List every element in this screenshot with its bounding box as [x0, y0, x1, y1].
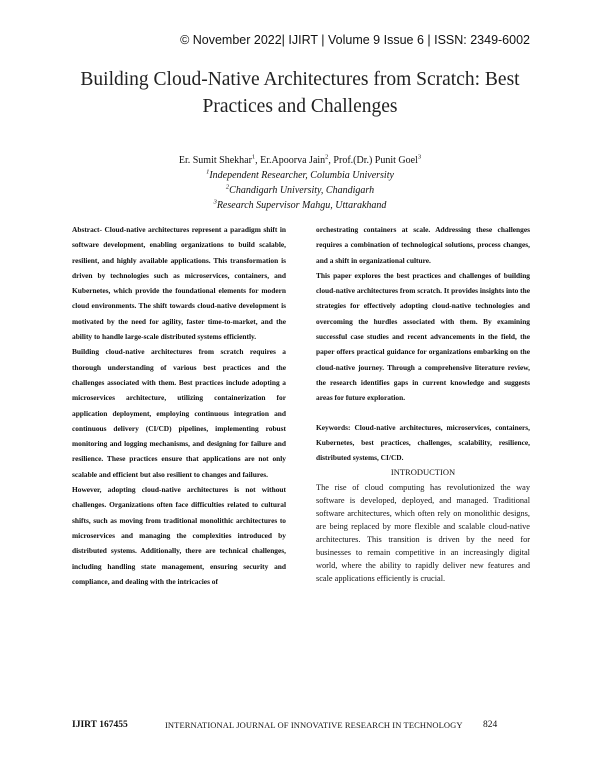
paper-title: Building Cloud-Native Architectures from Scratch: Best Practices and Challenges — [80, 69, 520, 117]
author-3: Prof.(Dr.) Punit Goel — [333, 155, 418, 166]
author-2-sup: 2 — [325, 153, 329, 161]
journal-id: IJIRT 167455 — [72, 720, 128, 730]
introduction-paragraph: The rise of cloud computing has revolutionized the way software is developed, deployed, and managed. Traditional software architectures, which often rely on monolithic designs, are being replaced by more flexible and scalable cloud-native architectures. This transition is driven by the need for businesses to remain competitive in an increasingly digital world, where the ability to rapidly deliver new features and scale applications efficiently is crucial. — [316, 482, 530, 583]
affiliation-2 — [0, 183, 600, 198]
affiliation-1-sup: 1 — [206, 168, 210, 176]
author-sep: , — [255, 155, 261, 166]
running-header: © November 2022| IJIRT | Volume 9 Issue 6 | ISSN: 2349-6002 — [180, 33, 530, 47]
affiliation-3-sup: 3 — [213, 198, 217, 206]
journal-name: INTERNATIONAL JOURNAL OF INNOVATIVE RESEARCH IN TECHNOLOGY — [165, 720, 463, 730]
author-list — [0, 153, 600, 168]
author-2: Er.Apoorva Jain — [260, 155, 326, 166]
author-1-sup: 1 — [251, 153, 256, 161]
author-3-sup: 3 — [417, 153, 422, 161]
author-1: Er. Sumit Shekhar — [178, 155, 252, 166]
page-number: 824 — [483, 720, 498, 730]
keywords: Keywords: Cloud-native architectures, microservices, containers, Kubernetes, best practices, challenges, scalability, resilience, distributed systems, CI/CD. — [316, 422, 530, 463]
author-block — [0, 153, 600, 213]
affiliation-1 — [0, 168, 600, 183]
affiliation-3 — [0, 198, 600, 213]
left-column — [72, 222, 286, 589]
affiliation-3-text: Research Supervisor Mahgu, Uttarakhand — [216, 200, 387, 211]
author-sep: , — [328, 155, 334, 166]
abstract-continuation: orchestrating containers at scale. Addressing these challenges requires a combination of technological solutions, process changes, and a shift in organizational culture. — [316, 225, 530, 265]
affiliation-2-sup: 2 — [225, 183, 230, 191]
affiliation-2-text: Chandigarh University, Chandigarh — [229, 185, 375, 196]
abstract-paragraph-1: Abstract- Cloud-native architectures represent a paradigm shift in software development, enabling organizations to build scalable, resilient, and highly available applications. This transformation is driven by technologies such as microservices, containers, and Kubernetes, which provide the foundational elements for modern cloud environments. The shift towards cloud-native development is motivated by the need for agility, faster time-to-market, and the ability to handle large-scale distributed systems efficiently. — [72, 225, 286, 342]
section-heading-introduction: INTRODUCTION — [390, 467, 456, 478]
abstract-paragraph-3: However, adopting cloud-native architectures is not without challenges. Organizations often face difficulties related to cultural shifts, such as moving from traditional monolithic architectures to microservices and managing the complexities introduced by distributed systems. Additionally, there are technical challenges, including handling state management, ensuring security and compliance, and dealing with the intricacies of — [72, 485, 286, 586]
abstract-paragraph-2: Building cloud-native architectures from scratch requires a thorough understanding of various best practices and the challenges associated with them. Best practices include adopting a microservices architecture, utilizing containerization for application deployment, employing continuous integration and continuous delivery (CI/CD) pipelines, implementing robust monitoring and logging mechanisms, and designing for failure and resilience. These practices ensure that applications are not only scalable and efficient but also resilient to changes and failures. — [72, 347, 286, 479]
right-column — [316, 222, 530, 585]
abstract-paragraph-4: This paper explores the best practices and challenges of building cloud-native architectures from scratch. It provides insights into the strategies for effectively adopting cloud-native technologies and overcoming the hurdles associated with them. By examining successful case studies and recent advancements in the field, the paper offers practical guidance for organizations embarking on the cloud-native journey. Through a comprehensive literature review, the research identifies gaps in current knowledge and suggests areas for future exploration. — [316, 270, 530, 403]
affiliation-1-text: Independent Researcher, Columbia University — [209, 170, 394, 181]
